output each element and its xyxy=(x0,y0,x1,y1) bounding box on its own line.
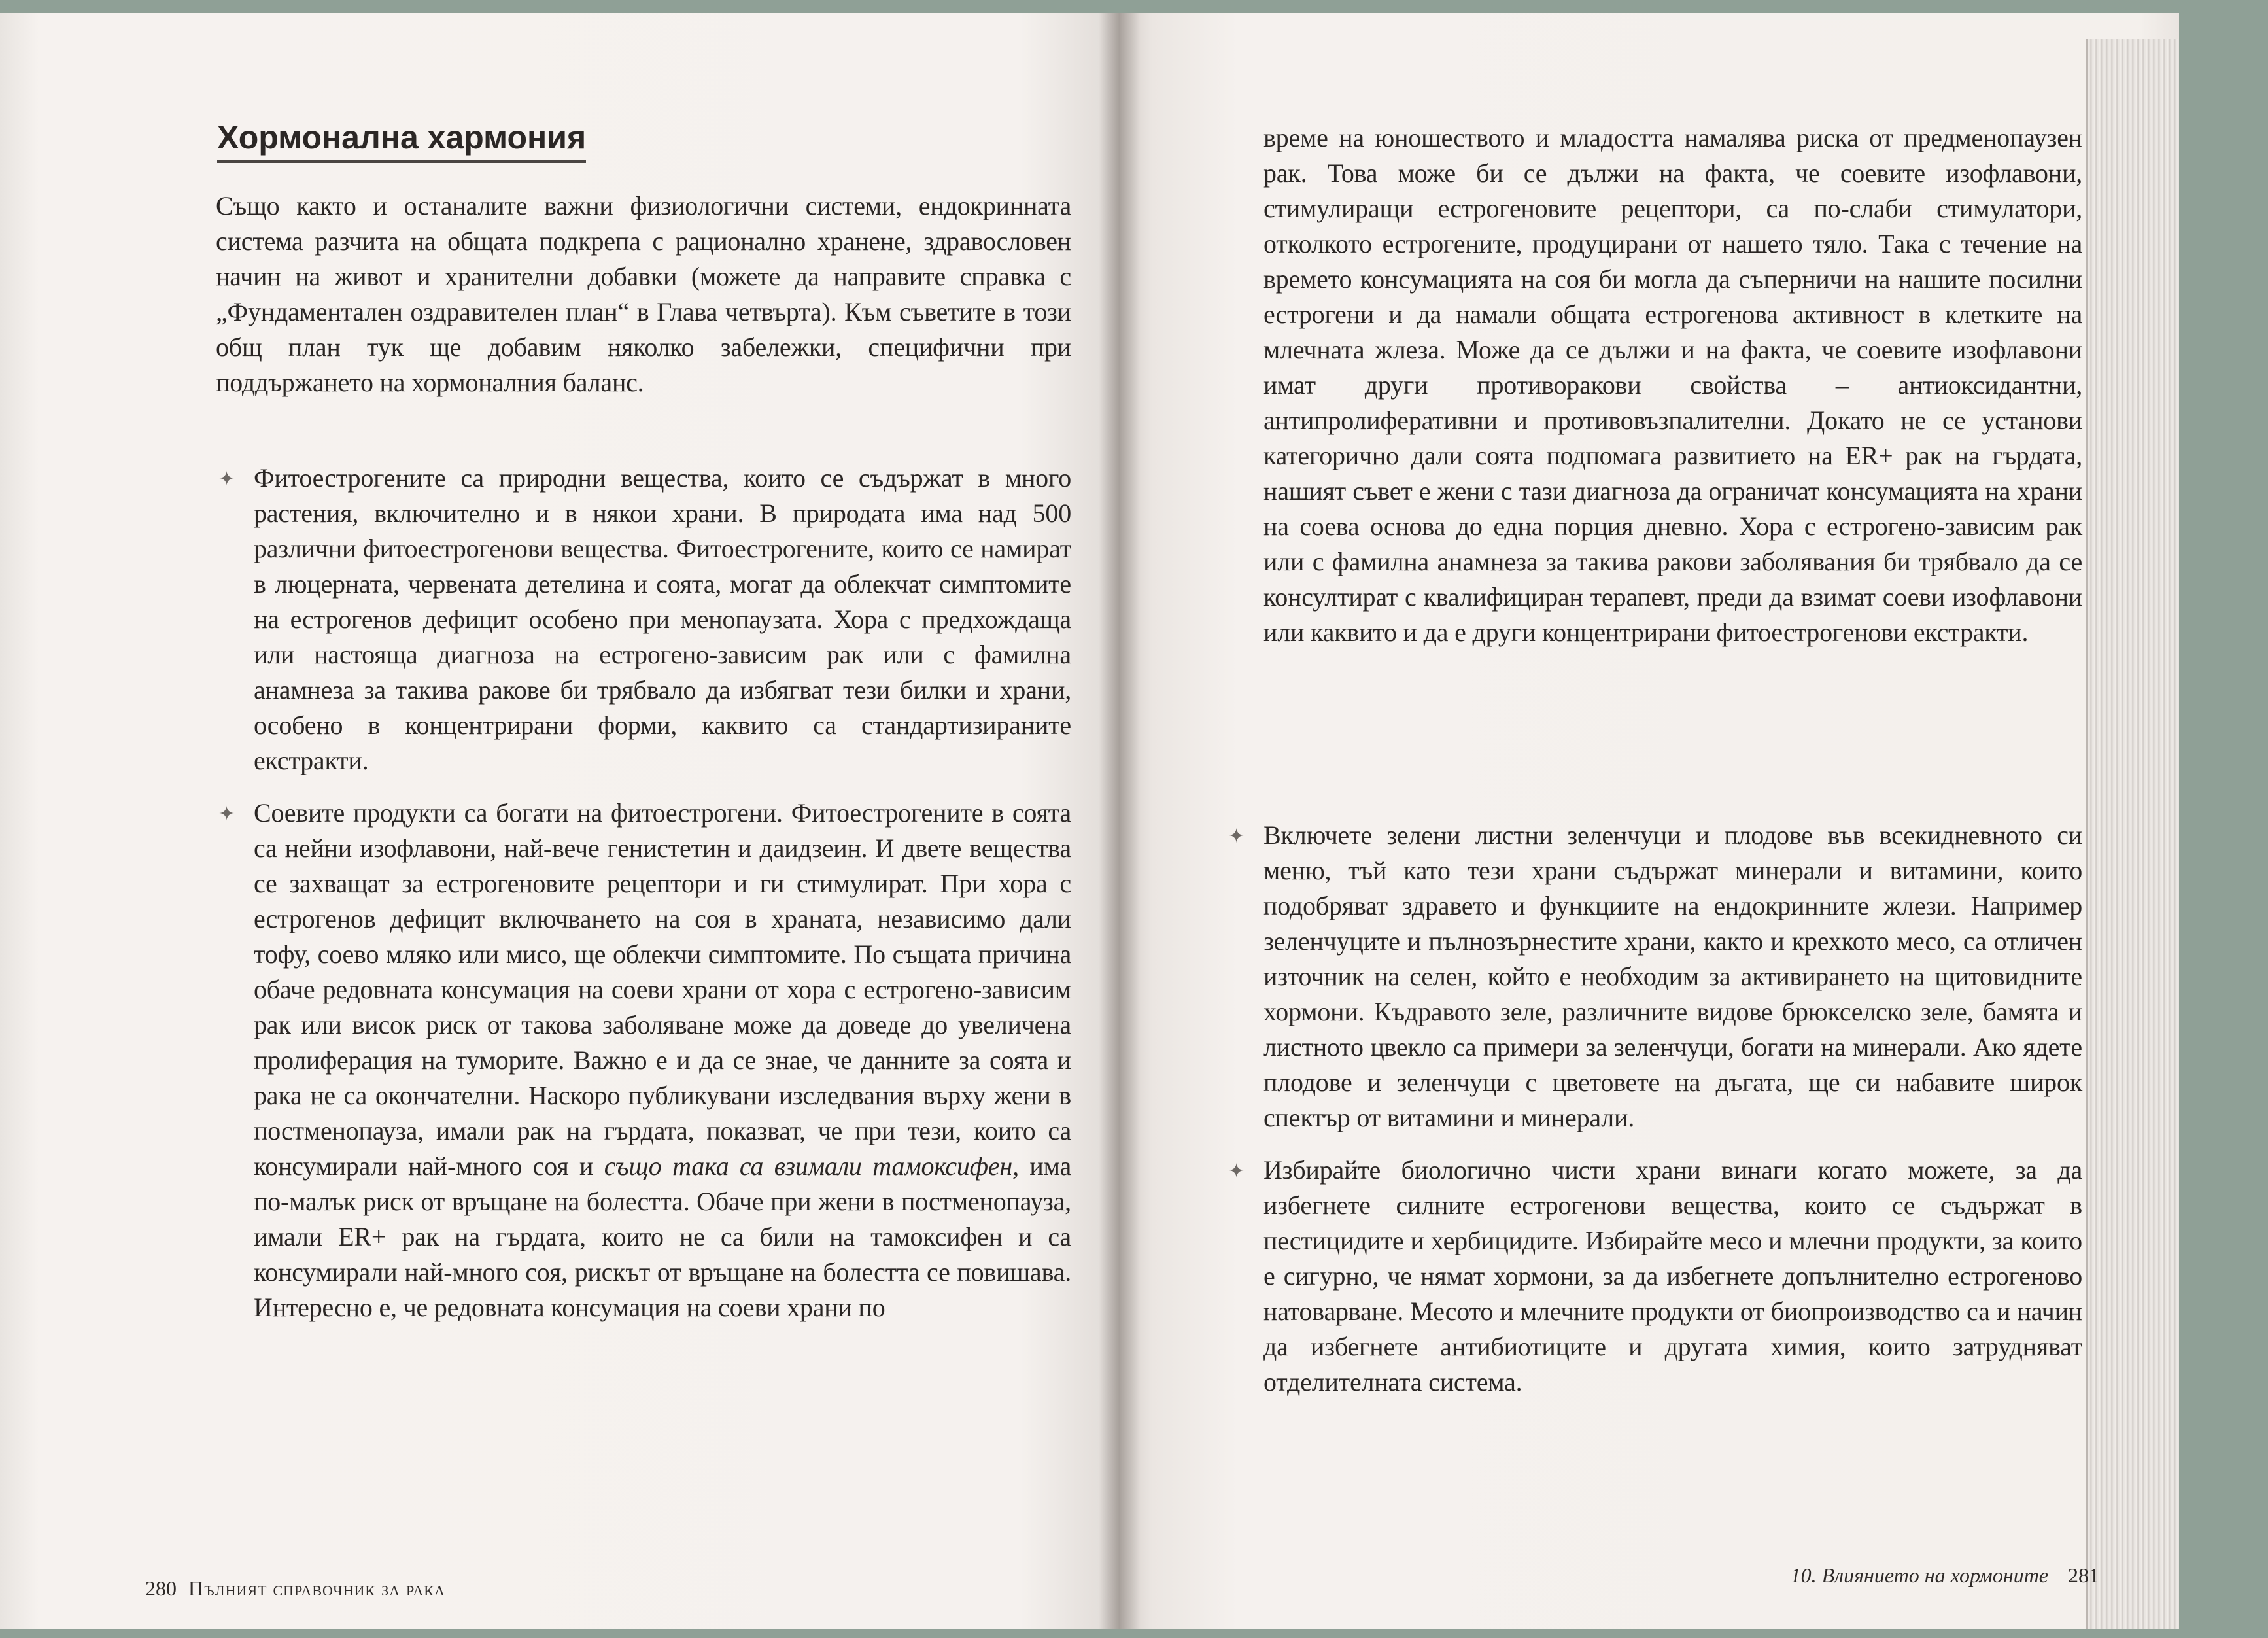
bullet-text: Фитоестрогените са природни вещества, които се съдържат в много растения, включително и в някои храни. В природата има над 500 различни фитоестрогенови вещества. Фитоестрогените, които се намират в люцерната, червената детелина и соята, могат да облекчат симптомите на естрогенов дефицит особено при менопаузата. Хора с предхождаща или настояща диагноза на естрогено-зависим рак или с фамилна анамнеза за такива ракове би трябвало да избягват тези билки и храни, особено в концентрирани форми, каквито са стандартизираните екстракти. xyxy=(254,463,1071,775)
bullet-item-organic xyxy=(1228,1153,2082,1400)
page-edges xyxy=(2086,39,2179,1629)
bullet-item-greens xyxy=(1228,818,2082,1136)
bullet-text: има по-малък риск от връщане на болестта. Обаче при жени в постменопауза, имали ER+ рак на гърдата, които не са били на тамоксифен и са консумирали най-много соя, рискът от връщане на болестта се повишава. Интересно е, че редовната консумация на соеви храни по xyxy=(254,1151,1071,1322)
bullet-text: Избирайте биологично чисти храни винаги когато можете, за да избегнете силните естрогенови вещества, които се съдържат в пестицидите и хербицидите. Избирайте месо и млечни продукти, за които е сигурно, че нямат хормони, за да избегнете допълнително естрогеново натоварване. Месото и млечните продукти от биопроизводство са и начин да избегнете антибиотиците и другата химия, които затрудняват отделителната система. xyxy=(1263,1155,2082,1397)
right-bullet-list xyxy=(1228,818,2082,1417)
page-number: 281 xyxy=(2068,1563,2099,1587)
left-page-footer xyxy=(145,1577,445,1601)
bullet-item-soy-products xyxy=(218,795,1071,1325)
bullet-icon: ✦ xyxy=(218,468,235,491)
running-title: Пълният справочник за рака xyxy=(188,1577,445,1600)
intro-paragraph xyxy=(216,188,1071,400)
chapter-title: 10. Влиянието на хормоните xyxy=(1790,1563,2048,1587)
intro-text: Също както и останалите важни физиологични системи, ендокринната система разчита на общата подкрепа с рационално хранене, здравословен начин на живот и хранителни добавки (можете да направите справка с „Фундаментален оздравителен план“ в Глава четвърта). Към съветите в този общ план тук ще добавим няколко забележки, специфични при поддържането на хормоналния баланс. xyxy=(216,191,1071,397)
left-bullet-list xyxy=(218,461,1071,1342)
bullet-icon: ✦ xyxy=(218,803,235,826)
bullet-text: Соевите продукти са богати на фитоестрогени. Фитоестрогените в соята са нейни изофлавони, най-вече генистетин и даидзеин. И двете вещества се захващат за естрогеновите рецептори и ги стимулират. При хора с естрогенов дефицит включването на соя в храната, независимо дали тофу, соево мляко или мисо, ще облекчи симптомите. По същата причина обаче редовната консумация на соеви храни от хора с естрогено-зависим рак или висок риск от такова заболяване може да доведе до увеличена пролиферация на туморите. Важно е и да се знае, че данните за соята и рака не са окончателни. Наскоро публикувани изследвания върху жени в постменопауза, имали рак на гърдата, показват, че при тези, които са консумирали най-много соя и xyxy=(254,798,1071,1181)
bullet-text: Включете зелени листни зеленчуци и плодове във всекидневното си меню, тъй като тези храни съдържат минерали и витамини, които подобряват здравето и функциите на ендокринните жлези. Например зеленчуците и пълнозърнестите храни, както и крехкото месо, са отличен източник на селен, който е необходим за активирането на щитовидните хормони. Къдравото зеле, различните видове брюкселско зеле, бамята и листното цвекло са примери за зеленчуци, богати на минерали. Ако ядете плодове и зеленчуци с цветовете на дъгата, ще си набавите широк спектър от витамини и минерали. xyxy=(1263,820,2082,1132)
bullet-icon: ✦ xyxy=(1228,1160,1245,1183)
bullet-icon: ✦ xyxy=(1228,825,1245,848)
left-page xyxy=(0,13,1120,1629)
continuation-paragraph xyxy=(1263,120,2082,650)
right-page-footer xyxy=(1791,1563,2099,1588)
continuation-text: време на юношеството и младостта намалява риска от предменопаузен рак. Това може би се дължи на факта, че соевите изофлавони, стимулиращи естрогеновите рецептори, са по-слаби стимулатори, отколкото естрогените, продуцирани от нашето тяло. Така с течение на времето консумацията на соя би могла да съперничи на нашите посилни естрогени и да намали общата естрогенова активност в клетките на млечната жлеза. Може да се дължи и на факта, че соевите изофлавони имат други противоракови свойства – антиоксидантни, антипролиферативни и противовъзпалителни. Докато не се установи категорично дали соята подпомага развитието на ER+ рак на гърдата, нашият съвет е жени с тази диагноза да ограничат консумацията на храни на соева основа до една порция дневно. Хора с естрогено-зависим рак или с фамилна анамнеза за такива ракови заболявания би трябвало да се консултират с квалифициран терапевт, преди да взимат соеви изофлавони или каквито и да е други концентрирани фитоестрогенови екстракти. xyxy=(1263,123,2082,647)
book-gutter xyxy=(1099,13,1141,1629)
page-number: 280 xyxy=(145,1577,177,1600)
section-heading: Хормонална хармония xyxy=(217,118,586,163)
bullet-text-italic: също така са взимали тамоксифен, xyxy=(604,1151,1019,1181)
bullet-item-phytoestrogens xyxy=(218,461,1071,778)
